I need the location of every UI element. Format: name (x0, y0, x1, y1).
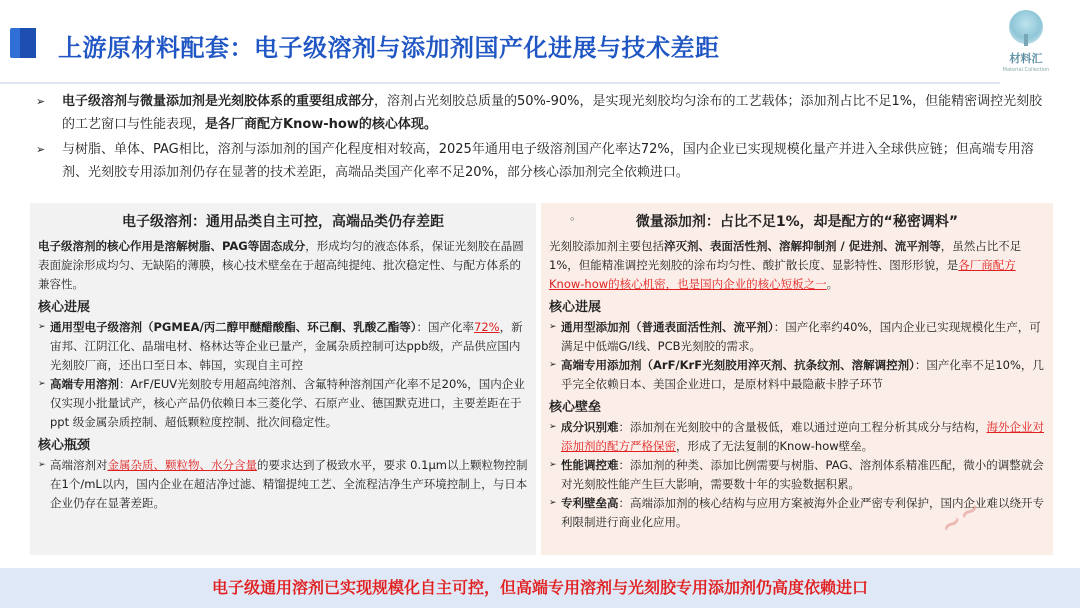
body-text: ：国产化率不足10%，几乎完全依赖日本、美国企业进口，是原材料中最隐蔽卡脖子环节 (561, 358, 1044, 391)
solvent-panel (30, 203, 536, 555)
conclusion-banner: 电子级通用溶剂已实现规模化自主可控，但高端专用溶剂与光刻胶专用添加剂仍高度依赖进口 (0, 568, 1080, 608)
rich-text (50, 377, 525, 429)
bold-text: 电子级溶剂与微量添加剂是光刻胶体系的重要组成部分 (62, 94, 375, 109)
additive-barrier-item (549, 418, 1045, 456)
body-text: ，新宙邦、江阴江化、晶瑞电材、格林达等企业已量产，金属杂质控制可达ppb级，产品供应国内光刻胶厂商，还出口至日本、韩国，实现自主可控 (50, 320, 523, 372)
bold-text: 性能调控难 (561, 458, 619, 472)
bold-text: 成分识别难 (561, 420, 619, 434)
bold-text: 高端专用溶剂 (50, 377, 119, 391)
arrow-bullet-icon: ➢ (36, 95, 46, 108)
highlight-text: 各厂商配方Know-how的核心机密，也是国内企业的核心短板之一 (549, 258, 1016, 291)
page-title: 上游原材料配套：电子级溶剂与添加剂国产化进展与技术差距 (58, 34, 720, 62)
additive-panel-heading: 微量添加剂：占比不足1%，却是配方的“秘密调料” (635, 214, 959, 230)
additive-barrier-title: 核心壁垒 (549, 400, 602, 415)
title-bar (0, 0, 1080, 84)
triangle-bullet-icon: ➢ (38, 379, 46, 389)
bold-text: 专利壁垒高 (561, 496, 619, 510)
tree-logo-icon (1009, 10, 1043, 44)
body-text: ：添加剂的种类、添加比例需要与树脂、PAG、溶剂体系精准匹配，微小的调整就会对光刻胶性能产生巨大影响，需要数十年的实验数据积累。 (561, 458, 1044, 491)
bold-text: 电子级溶剂的核心作用是溶解树脂、PAG等固态成分 (38, 239, 306, 253)
body-text: ：国产化率 (416, 320, 475, 334)
rich-text (561, 320, 1041, 353)
rich-text (62, 94, 1042, 132)
highlight-text: 72% (474, 320, 500, 334)
body-text: 的要求达到了极致水平，要求 0.1μm以上颗粒物控制在1个/mL以内，国内企业在超洁净过滤、精馏提纯工艺、全流程洁净生产环境控制上，与日本企业仍存在显著差距。 (50, 458, 528, 510)
bold-text: 是各厂商配方Know-how的核心体现。 (205, 117, 437, 132)
solvent-bottleneck-title: 核心瓶颈 (38, 438, 91, 453)
body-text: ，溶剂占光刻胶总质量的50%-90%，是实现光刻胶均匀涂布的工艺载体；添加剂占比不足1%，但能精密调控光刻胶的工艺窗口与性能表现， (62, 94, 1043, 132)
triangle-bullet-icon: ➢ (549, 460, 557, 470)
logo-subtext: Material Collection (1002, 67, 1050, 73)
body-text: ：ArF/EUV光刻胶专用超高纯溶剂、含氟特种溶剂国产化率不足20%，国内企业仅实现小批量试产，核心产品仍依赖日本三菱化学、石原产业、德国默克进口，主要差距在于ppt 级金属杂质控制、超低颗粒度控制、批次间稳定性。 (50, 377, 525, 429)
watermark-stamp: ~~ (934, 493, 988, 543)
logo-text: 材料汇 (1009, 52, 1043, 65)
additive-panel (541, 203, 1053, 555)
triangle-bullet-icon: ➢ (549, 498, 557, 508)
body-text: 。 (826, 277, 839, 291)
bold-text: 通用型添加剂（普通表面活性剂、流平剂） (561, 320, 774, 334)
solvent-progress-title: 核心进展 (38, 300, 91, 315)
solvent-bottleneck-item (38, 456, 528, 513)
additive-barrier-item (549, 456, 1045, 494)
rich-text (561, 358, 1044, 391)
additive-progress-item (549, 356, 1045, 394)
bold-text: 淬灭剂、表面活性剂、溶解抑制剂 / 促进剂、流平剂等 (664, 239, 941, 253)
body-text: ：高端添加剂的核心结构与应用方案被海外企业严密专利保护，国内企业难以绕开专利限制进行商业化应用。 (561, 496, 1044, 529)
body-text: ，形成了无法复制的Know-how壁垒。 (676, 439, 874, 453)
body-text: 光刻胶添加剂主要包括 (549, 239, 664, 253)
rich-text (62, 142, 1034, 180)
rich-text (561, 458, 1044, 491)
circle-bullet-icon: ◦ (569, 213, 576, 226)
rich-text (50, 320, 523, 372)
highlight-text: 海外企业对添加剂的配方严格保密 (561, 420, 1044, 453)
solvent-progress-item (38, 318, 528, 375)
body-text: ，形成均匀的液态体系，保证光刻胶在晶圆表面旋涂形成均匀、无缺陷的薄膜，核心技术壁垒在于超高纯提纯、批次稳定性、与配方体系的兼容性。 (38, 239, 524, 291)
highlight-text: 金属杂质、颗粒物、水分含量 (107, 458, 257, 472)
triangle-bullet-icon: ➢ (549, 422, 557, 432)
body-text: ，虽然占比不足1%，但能精准调控光刻胶的涂布均匀性、酸扩散长度、显影特性、图形形貌，是 (549, 239, 1022, 272)
summary-bullet-2 (34, 138, 1054, 184)
additive-progress-title: 核心进展 (549, 300, 602, 315)
rich-text (50, 458, 527, 510)
title-accent-icon (10, 28, 36, 58)
triangle-bullet-icon: ➢ (549, 322, 557, 332)
body-text: ：国产化率约40%，国内企业已实现规模化生产，可满足中低端G/I线、PCB光刻胶的需求。 (561, 320, 1041, 353)
logo (1000, 6, 1052, 82)
bold-text: 通用型电子级溶剂（PGMEA/丙二醇甲醚醋酸酯、环己酮、乳酸乙酯等） (50, 320, 417, 334)
title-divider (0, 82, 1000, 84)
solvent-progress-item (38, 375, 528, 432)
bold-text: 高端专用添加剂（ArF/KrF光刻胶用淬灭剂、抗条纹剂、溶解调控剂） (561, 358, 915, 372)
summary-bullet-1 (34, 90, 1054, 136)
summary-bullets (34, 90, 1054, 186)
additive-progress-item (549, 318, 1045, 356)
triangle-bullet-icon: ➢ (38, 322, 46, 332)
arrow-bullet-icon: ➢ (36, 143, 46, 156)
triangle-bullet-icon: ➢ (549, 360, 557, 370)
solvent-panel-heading: 电子级溶剂：通用品类自主可控，高端品类仍存差距 (122, 214, 444, 230)
additive-intro (549, 237, 1045, 294)
rich-text (561, 420, 1044, 453)
triangle-bullet-icon: ➢ (38, 460, 46, 470)
solvent-intro (38, 237, 528, 294)
body-text: ：添加剂在光刻胶中的含量极低，难以通过逆向工程分析其成分与结构， (618, 420, 987, 434)
body-text: 高端溶剂对 (50, 458, 108, 472)
body-text: 与树脂、单体、PAG相比，溶剂与添加剂的国产化程度相对较高，2025年通用电子级溶剂国产化率达72%，国内企业已实现规模化量产并进入全球供应链；但高端专用溶剂、光刻胶专用添加剂仍存在显著的技术差距，高端品类国产化率不足20%，部分核心添加剂完全依赖进口。 (62, 142, 1034, 180)
